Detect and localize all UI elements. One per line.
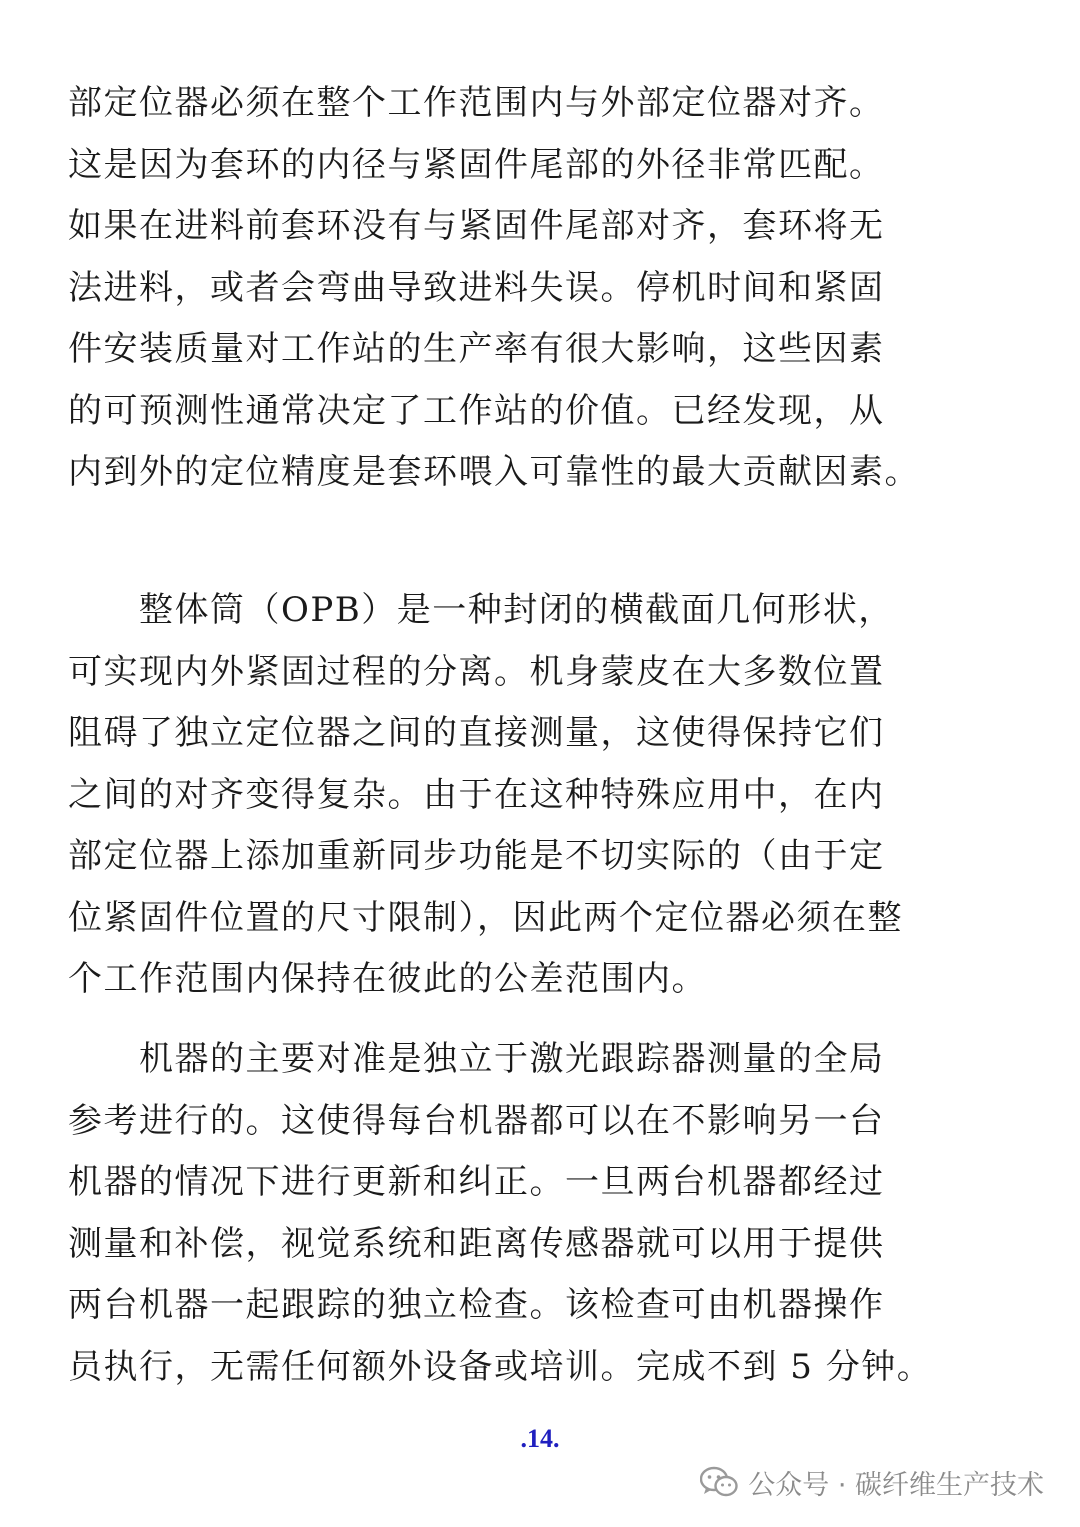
text-line: 参考进行的。这使得每台机器都可以在不影响另一台	[68, 1100, 885, 1141]
paragraph-3	[68, 1029, 1018, 1398]
watermark-text: 公众号 · 碳纤维生产技术	[748, 1469, 1044, 1501]
text-line: 之间的对齐变得复杂。由于在这种特殊应用中，在内	[68, 774, 885, 815]
paragraph-2	[68, 580, 1018, 1011]
text-line: 机器的主要对准是独立于激光跟踪器测量的全局	[68, 1039, 885, 1079]
text-line: 个工作范围内保持在彼此的公差范围内。	[68, 959, 707, 999]
text-line: 阻碍了独立定位器之间的直接测量，这使得保持它们	[68, 713, 885, 753]
text-line: 法进料，或者会弯曲导致进料失误。停机时间和紧固	[68, 267, 885, 308]
watermark	[700, 1462, 1044, 1502]
text-line: 内到外的定位精度是套环喂入可靠性的最大贡献因素。	[68, 452, 920, 492]
text-line: 的可预测性通常决定了工作站的价值。已经发现，从	[68, 390, 885, 431]
text-line: 件安装质量对工作站的生产率有很大影响，这些因素	[68, 329, 885, 369]
text-line: 可实现内外紧固过程的分离。机身蒙皮在大多数位置	[68, 651, 885, 692]
text-line: 部定位器上添加重新同步功能是不切实际的（由于定	[68, 836, 885, 876]
text-line: 如果在进料前套环没有与紧固件尾部对齐，套环将无	[68, 206, 885, 246]
text-line: 整体筒（OPB）是一种封闭的横截面几何形状，	[68, 590, 894, 630]
text-line: 测量和补偿，视觉系统和距离传感器就可以用于提供	[68, 1223, 885, 1264]
text-line: 部定位器必须在整个工作范围内与外部定位器对齐。	[68, 83, 885, 123]
text-line: 位紧固件位置的尺寸限制），因此两个定位器必须在整	[68, 897, 903, 938]
wechat-icon	[700, 1466, 738, 1498]
text-line: 两台机器一起跟踪的独立检查。该检查可由机器操作	[68, 1285, 885, 1325]
text-line: 这是因为套环的内径与紧固件尾部的外径非常匹配。	[68, 144, 885, 185]
text-line: 机器的情况下进行更新和纠正。一旦两台机器都经过	[68, 1162, 885, 1202]
page-number: .14.	[520, 1424, 560, 1453]
text-line: 员执行，无需任何额外设备或培训。完成不到 5 分钟。	[68, 1346, 933, 1387]
paragraph-1	[68, 73, 1018, 504]
